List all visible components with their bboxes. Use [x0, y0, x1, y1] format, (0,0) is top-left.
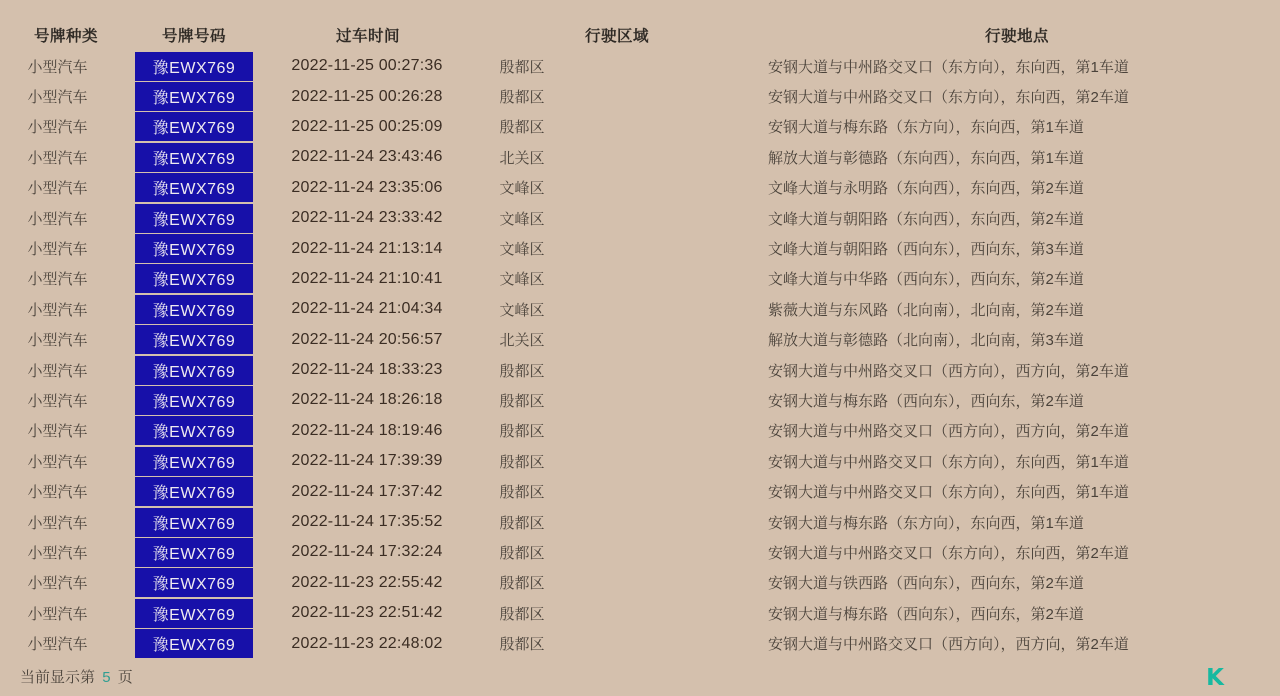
cell-driving-location: 紫薇大道与东风路（北向南），北向南，第2车道	[768, 301, 1084, 319]
table-header	[0, 0, 1280, 51]
plate-number-badge: 豫EWX769	[135, 629, 253, 658]
cell-plate-type: 小型汽车	[27, 514, 88, 532]
cell-plate-number	[115, 477, 273, 506]
cell-plate-type: 小型汽车	[27, 636, 88, 654]
cell-driving-area: 文峰区	[499, 180, 545, 198]
plate-number-badge: 豫EWX769	[135, 477, 253, 506]
table-row	[0, 142, 1280, 172]
cell-plate-type: 小型汽车	[27, 392, 88, 410]
plate-number-badge: 豫EWX769	[135, 447, 253, 476]
plate-number-badge: 豫EWX769	[135, 416, 253, 445]
cell-plate-number	[115, 386, 273, 415]
cell-driving-area: 殷都区	[499, 453, 545, 471]
cell-driving-area: 殷都区	[499, 636, 545, 654]
cell-driving-location: 文峰大道与朝阳路（东向西），东向西，第2车道	[768, 210, 1084, 228]
cell-pass-time: 2022-11-25 00:25:09	[291, 117, 443, 135]
page-indicator	[0, 666, 1280, 687]
table-row	[0, 568, 1280, 598]
cell-pass-time: 2022-11-24 21:13:14	[291, 239, 443, 257]
cell-pass-time: 2022-11-24 23:43:46	[291, 148, 443, 166]
cell-pass-time: 2022-11-23 22:48:02	[291, 634, 443, 652]
table-row	[0, 355, 1280, 385]
cell-driving-area: 殷都区	[499, 544, 545, 562]
cell-driving-location: 安钢大道与中州路交叉口（西方向），西方向，第2车道	[768, 362, 1129, 380]
column-header-driving-area: 行驶区域	[584, 27, 649, 45]
cell-plate-number	[115, 508, 273, 537]
plate-number-badge: 豫EWX769	[135, 325, 253, 354]
cell-plate-type: 小型汽车	[27, 484, 88, 502]
cell-driving-area: 殷都区	[499, 423, 545, 441]
table-row	[0, 203, 1280, 233]
cell-driving-location: 安钢大道与中州路交叉口（东方向），东向西，第1车道	[768, 453, 1129, 471]
cell-pass-time: 2022-11-24 21:04:34	[291, 300, 443, 318]
cell-pass-time: 2022-11-24 23:35:06	[291, 178, 443, 196]
cell-plate-number	[115, 356, 273, 385]
cell-plate-number	[115, 599, 273, 628]
cell-driving-area: 殷都区	[499, 89, 545, 107]
cell-driving-area: 殷都区	[499, 605, 545, 623]
column-header-driving-location: 行驶地点	[984, 27, 1049, 45]
cell-pass-time: 2022-11-25 00:27:36	[291, 57, 443, 75]
cell-driving-location: 文峰大道与永明路（东向西），东向西，第2车道	[768, 180, 1084, 198]
cell-plate-type: 小型汽车	[27, 362, 88, 380]
column-header-pass-time: 过车时间	[335, 27, 400, 45]
cell-driving-area: 殷都区	[499, 362, 545, 380]
cell-pass-time: 2022-11-24 18:33:23	[291, 361, 443, 379]
cell-driving-area: 北关区	[499, 149, 545, 167]
cell-driving-area: 文峰区	[499, 241, 545, 259]
table-row	[0, 416, 1280, 446]
cell-plate-number	[115, 52, 273, 81]
cell-plate-type: 小型汽车	[27, 332, 88, 350]
cell-plate-type: 小型汽车	[27, 210, 88, 228]
cell-pass-time: 2022-11-24 18:19:46	[291, 421, 443, 439]
plate-number-badge: 豫EWX769	[135, 204, 253, 233]
plate-number-badge: 豫EWX769	[135, 386, 253, 415]
cell-driving-area: 北关区	[499, 332, 545, 350]
table-row	[0, 598, 1280, 628]
cell-pass-time: 2022-11-24 23:33:42	[291, 209, 443, 227]
table-row	[0, 446, 1280, 476]
table-row	[0, 81, 1280, 111]
cell-pass-time: 2022-11-23 22:51:42	[291, 604, 443, 622]
plate-number-badge: 豫EWX769	[135, 356, 253, 385]
table-row	[0, 294, 1280, 324]
plate-number-badge: 豫EWX769	[135, 112, 253, 141]
cell-driving-location: 安钢大道与中州路交叉口（东方向），东向西，第1车道	[768, 484, 1129, 502]
table-row	[0, 51, 1280, 81]
cell-plate-type: 小型汽车	[27, 58, 88, 76]
cell-driving-area: 殷都区	[499, 484, 545, 502]
page-indicator-prefix: 当前显示第	[20, 668, 96, 686]
column-header-plate-number: 号牌号码	[161, 27, 226, 45]
cell-driving-location: 安钢大道与中州路交叉口（西方向），西方向，第2车道	[768, 636, 1129, 654]
cell-pass-time: 2022-11-25 00:26:28	[291, 87, 443, 105]
table-row	[0, 507, 1280, 537]
cell-driving-location: 安钢大道与梅东路（西向东），西向东，第2车道	[768, 605, 1084, 623]
cell-driving-area: 殷都区	[499, 392, 545, 410]
table-row	[0, 112, 1280, 142]
cell-driving-location: 安钢大道与中州路交叉口（东方向），东向西，第2车道	[768, 89, 1129, 107]
cell-driving-area: 殷都区	[499, 514, 545, 532]
cell-plate-type: 小型汽车	[27, 423, 88, 441]
table-row	[0, 233, 1280, 263]
cell-plate-type: 小型汽车	[27, 180, 88, 198]
plate-number-badge: 豫EWX769	[135, 295, 253, 324]
cell-plate-number	[115, 295, 273, 324]
cell-plate-number	[115, 568, 273, 597]
k-logo-icon: K	[1206, 665, 1224, 691]
table-row	[0, 264, 1280, 294]
table-row	[0, 628, 1280, 658]
cell-driving-area: 文峰区	[499, 301, 545, 319]
cell-pass-time: 2022-11-24 20:56:57	[291, 330, 443, 348]
plate-number-badge: 豫EWX769	[135, 143, 253, 172]
cell-driving-location: 解放大道与彰德路（东向西），东向西，第1车道	[768, 149, 1084, 167]
table-row	[0, 476, 1280, 506]
cell-plate-type: 小型汽车	[27, 241, 88, 259]
cell-pass-time: 2022-11-23 22:55:42	[291, 573, 443, 591]
cell-plate-type: 小型汽车	[27, 301, 88, 319]
cell-plate-number	[115, 447, 273, 476]
cell-plate-type: 小型汽车	[27, 605, 88, 623]
cell-pass-time: 2022-11-24 18:26:18	[291, 391, 443, 409]
cell-plate-number	[115, 82, 273, 111]
plate-number-badge: 豫EWX769	[135, 538, 253, 567]
cell-plate-type: 小型汽车	[27, 149, 88, 167]
page-indicator-suffix: 页	[117, 668, 133, 686]
plate-number-badge: 豫EWX769	[135, 173, 253, 202]
cell-driving-location: 安钢大道与中州路交叉口（东方向），东向西，第1车道	[768, 58, 1129, 76]
cell-driving-area: 殷都区	[499, 58, 545, 76]
cell-driving-area: 殷都区	[499, 575, 545, 593]
table-row	[0, 537, 1280, 567]
cell-driving-location: 安钢大道与梅东路（东方向），东向西，第1车道	[768, 119, 1084, 137]
plate-number-badge: 豫EWX769	[135, 264, 253, 293]
column-header-plate-type: 号牌种类	[33, 27, 98, 45]
cell-plate-number	[115, 112, 273, 141]
plate-number-badge: 豫EWX769	[135, 82, 253, 111]
cell-plate-type: 小型汽车	[27, 89, 88, 107]
cell-driving-location: 解放大道与彰德路（北向南），北向南，第3车道	[768, 332, 1084, 350]
plate-number-badge: 豫EWX769	[135, 508, 253, 537]
cell-plate-number	[115, 234, 273, 263]
cell-plate-type: 小型汽车	[27, 119, 88, 137]
cell-pass-time: 2022-11-24 17:35:52	[291, 513, 443, 531]
cell-driving-location: 文峰大道与朝阳路（西向东），西向东，第3车道	[768, 241, 1084, 259]
table-row	[0, 385, 1280, 415]
cell-driving-area: 文峰区	[499, 271, 545, 289]
cell-driving-location: 安钢大道与中州路交叉口（西方向），西方向，第2车道	[768, 423, 1129, 441]
cell-plate-number	[115, 416, 273, 445]
cell-driving-location: 安钢大道与梅东路（西向东），西向东，第2车道	[768, 392, 1084, 410]
cell-driving-area: 文峰区	[499, 210, 545, 228]
cell-plate-type: 小型汽车	[27, 453, 88, 471]
plate-number-badge: 豫EWX769	[135, 234, 253, 263]
cell-plate-type: 小型汽车	[27, 575, 88, 593]
cell-plate-number	[115, 204, 273, 233]
table-body	[0, 51, 1280, 659]
cell-plate-type: 小型汽车	[27, 544, 88, 562]
cell-plate-number	[115, 143, 273, 172]
cell-driving-area: 殷都区	[499, 119, 545, 137]
table-row	[0, 325, 1280, 355]
table-row	[0, 173, 1280, 203]
cell-driving-location: 安钢大道与中州路交叉口（东方向），东向西，第2车道	[768, 544, 1129, 562]
page-number: 5	[102, 668, 111, 686]
cell-driving-location: 安钢大道与梅东路（东方向），东向西，第1车道	[768, 514, 1084, 532]
cell-plate-type: 小型汽车	[27, 271, 88, 289]
cell-plate-number	[115, 173, 273, 202]
cell-pass-time: 2022-11-24 17:32:24	[291, 543, 443, 561]
cell-driving-location: 安钢大道与铁西路（西向东），西向东，第2车道	[768, 575, 1084, 593]
cell-plate-number	[115, 264, 273, 293]
cell-plate-number	[115, 325, 273, 354]
cell-plate-number	[115, 538, 273, 567]
cell-plate-number	[115, 629, 273, 658]
cell-pass-time: 2022-11-24 21:10:41	[291, 269, 443, 287]
cell-pass-time: 2022-11-24 17:37:42	[291, 482, 443, 500]
plate-number-badge: 豫EWX769	[135, 52, 253, 81]
plate-number-badge: 豫EWX769	[135, 568, 253, 597]
plate-number-badge: 豫EWX769	[135, 599, 253, 628]
cell-pass-time: 2022-11-24 17:39:39	[291, 452, 443, 470]
cell-driving-location: 文峰大道与中华路（西向东），西向东，第2车道	[768, 271, 1084, 289]
